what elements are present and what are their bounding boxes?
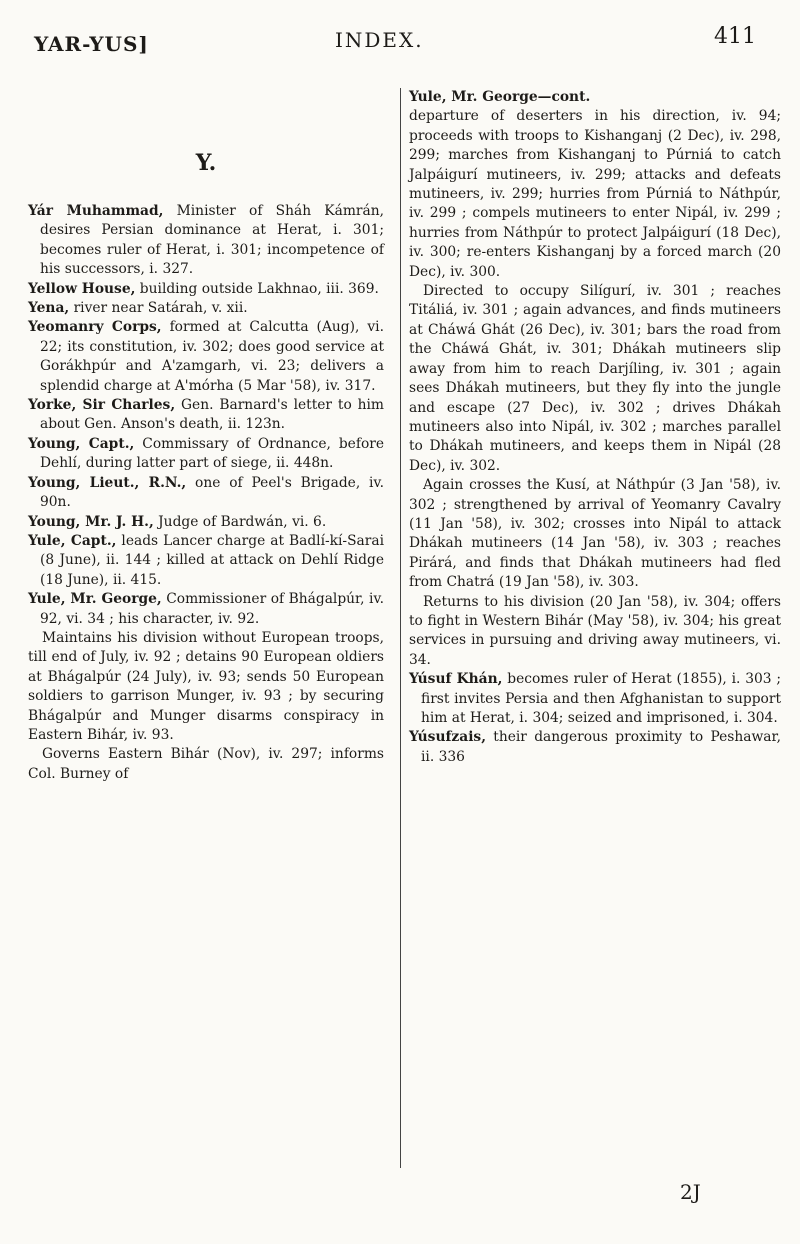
subentry-paragraph: Returns to his division (20 Jan '58), iv. 304; offers to fight in Western Bihár (May '58), iv. 304; his great services in pursuing and driving away mutineers, vi. 34.: [409, 593, 781, 668]
index-entry: [28, 299, 384, 318]
entry-text: river near Satárah, v. xii.: [69, 300, 248, 317]
section-letter: Y.: [195, 150, 217, 176]
entry-text: formed at Calcutta (Aug), vi. 22; its constitution, iv. 302; does good service at Gorákhpúr and A'zamgarh, vi. 23; delivers a splendid charge at A'mórha (5 Mar '58), iv. 317.: [40, 319, 384, 394]
index-entry-continued: [409, 88, 781, 107]
index-entry: [28, 435, 384, 474]
entry-heading: Yellow House,: [28, 280, 136, 297]
left-column: [28, 88, 384, 784]
index-entry: [28, 513, 384, 532]
entry-text: Gen. Barnard's letter to him about Gen. Anson's death, ii. 123n.: [40, 397, 385, 433]
index-entry: [409, 728, 781, 767]
signature-mark: 2J: [680, 1180, 701, 1204]
subentry-paragraph: Governs Eastern Bihár (Nov), iv. 297; informs Col. Burney of: [28, 746, 384, 782]
index-entry: [28, 202, 384, 280]
page-number: 411: [714, 24, 756, 49]
subentry-paragraph: Directed to occupy Silígurí, iv. 301 ; reaches Titáliá, iv. 301 ; again advances, and finds mutineers at Cháwá Ghát (26 Dec), iv. 301; bars the road from the Cháwá Ghát, iv. 301; Dhákah mutineers slip away from him to reach Darjíling, iv. 301 ; again sees Dhákah mutineers, but they fly into the jungle and escape (27 Dec), iv. 302 ; drives Dhákah mutineers also into Nipál, iv. 302 ; marches parallel to Dhákah mutineers, and keeps them in Nipál (28 Dec), iv. 302.: [409, 283, 781, 474]
entry-text: Judge of Bardwán, vi. 6.: [153, 513, 327, 530]
subentry-paragraph: departure of deserters in his direction, iv. 94; proceeds with troops to Kishanganj (2 Dec), iv. 298, 299; marches from Kishanganj to Púrniá to catch Jalpáigurí mutineers, iv. 299; attacks and defeats mutineers, iv. 299; hurries from Púrniá to Náthpúr, iv. 299 ; compels mutineers to enter Nipál, iv. 299 ; hurries from Náthpúr to protect Jalpáigurí (18 Dec), iv. 300; re-enters Kishanganj by a forced march (20 Dec), iv. 300.: [409, 108, 781, 280]
entry-text: becomes ruler of Herat (1855), i. 303 ; first invites Persia and then Afghanistan to support him at Herat, i. 304; seized and imprisoned, i. 304.: [421, 671, 781, 726]
entry-text: building outside Lakhnao, iii. 369.: [135, 280, 379, 297]
entry-text: leads Lancer charge at Badlí-kí-Sarai (8 June), ii. 144 ; killed at attack on Dehlí Ridge (18 June), ii. 415.: [40, 532, 384, 588]
entry-heading: Yúsuf Khán,: [409, 671, 503, 688]
right-column: [400, 88, 781, 1168]
entry-heading: Yena,: [28, 300, 70, 317]
entry-text: Commissary of Ordnance, before Dehlí, during latter part of siege, ii. 448n.: [40, 435, 385, 472]
subentry-paragraph: Again crosses the Kusí, at Náthpúr (3 Jan '58), iv. 302 ; strengthened by arrival of Yeomanry Cavalry (11 Jan '58), iv. 302; crosses into Nipál to attack Dhákah mutineers (14 Jan '58), iv. 303 ; reaches Pirárá, and finds that Dhákah mutineers had fled from Chatrá (19 Jan '58), iv. 303.: [409, 477, 781, 591]
header-title: INDEX.: [335, 28, 424, 52]
entry-heading: Young, Mr. J. H.,: [28, 513, 154, 530]
entry-heading: Yule, Mr. George—cont.: [409, 89, 591, 105]
entry-heading: Yule, Capt.,: [28, 532, 117, 549]
index-entry: [28, 318, 384, 396]
entry-text: one of Peel's Brigade, iv. 90n.: [40, 474, 384, 511]
index-entry: [28, 590, 384, 629]
entry-heading: Yeomanry Corps,: [28, 319, 162, 336]
entry-heading: Yorke, Sir Charles,: [28, 397, 176, 414]
entry-heading: Yule, Mr. George,: [28, 591, 162, 608]
index-entry: [28, 396, 384, 435]
entry-heading: Yúsufzais,: [409, 729, 487, 746]
index-entry: [28, 474, 384, 513]
entry-text: Minister of Sháh Kámrán, desires Persian dominance at Herat, i. 301; becomes ruler of Herat, i. 301; incompetence of his successors, i. 327.: [40, 203, 384, 278]
entry-text: Commissioner of Bhágalpúr, iv. 92, vi. 34 ; his character, iv. 92.: [40, 591, 384, 627]
running-header: [0, 18, 800, 58]
header-range: YAR-YUS]: [34, 32, 149, 56]
subentry-paragraph: Maintains his division without European troops, till end of July, iv. 92 ; detains 90 European oldiers at Bhágalpúr (24 July), iv. 93; sends 50 European soldiers to garrison Munger, iv. 93 ; by securing Bhágalpúr and Munger disarms conspiracy in Eastern Bihár, iv. 93.: [28, 629, 384, 743]
index-entry: [409, 670, 781, 728]
entry-heading: Young, Lieut., R.N.,: [28, 474, 187, 491]
entry-text: their dangerous proximity to Peshawar, ii. 336: [421, 729, 781, 765]
entry-heading: Yár Muhammad,: [28, 203, 164, 219]
index-entry: [28, 280, 384, 299]
index-entry: [28, 532, 384, 590]
entry-heading: Young, Capt.,: [28, 435, 135, 452]
